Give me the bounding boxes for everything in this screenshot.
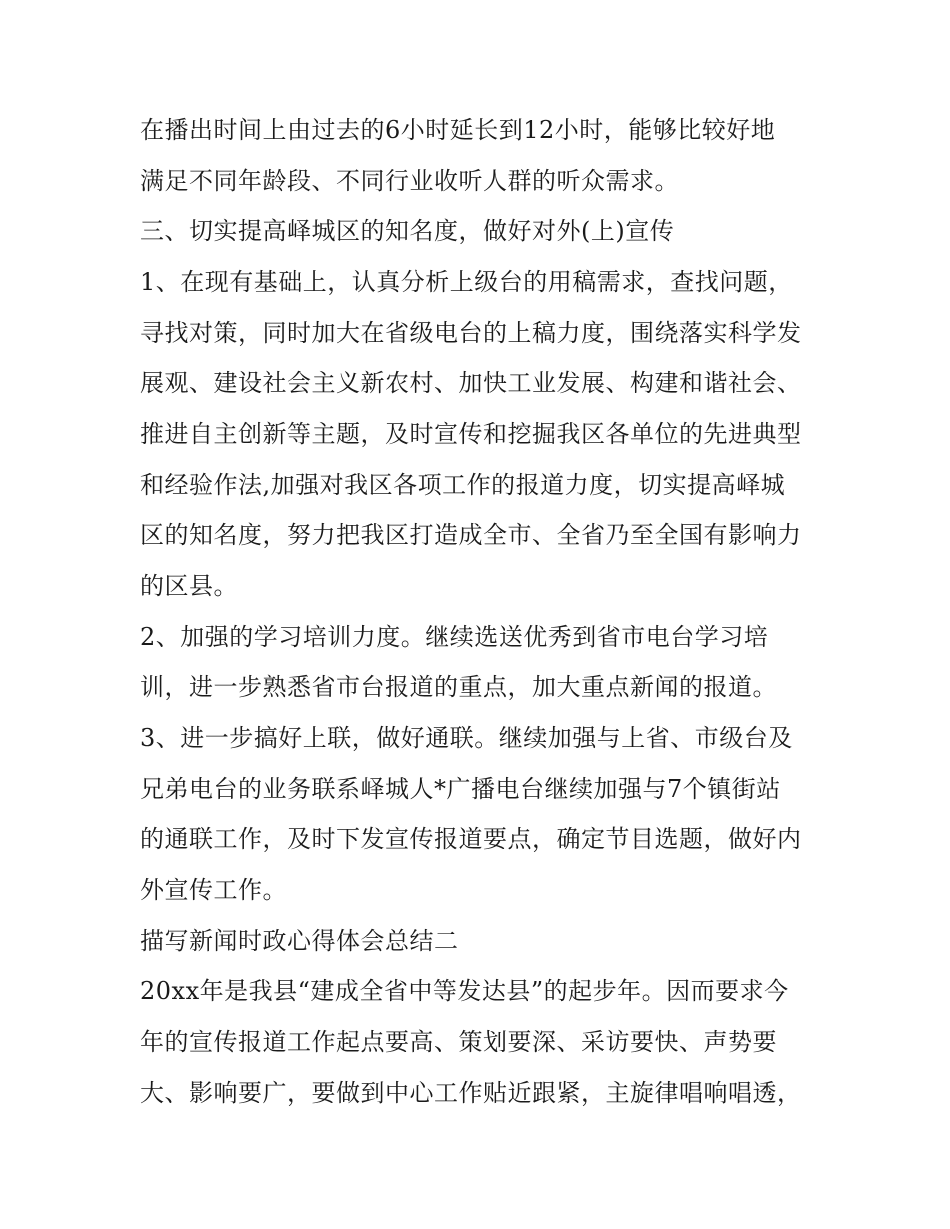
text-line: 在播出时间上由过去的6小时延长到12小时，能够比较好地 <box>140 116 776 144</box>
text-line: 区的知名度，努力把我区打造成全市、全省乃至全国有影响力 <box>140 521 802 549</box>
text-line: 的通联工作，及时下发宣传报道要点，确定节目选题，做好内 <box>140 825 802 853</box>
text-line: 寻找对策，同时加大在省级电台的上稿力度，围绕落实科学发 <box>140 319 802 347</box>
text-line: 和经验作法,加强对我区各项工作的报道力度，切实提高峄城 <box>140 471 786 499</box>
text-line: 2、加强的学习培训力度。继续选送优秀到省市电台学习培 <box>140 623 769 651</box>
text-line: 推进自主创新等主题，及时宣传和挖掘我区各单位的先进典型 <box>140 420 802 448</box>
document-subtitle: 描写新闻时政心得体会总结二 <box>140 927 459 955</box>
text-line: 外宣传工作。 <box>140 876 287 904</box>
text-line: 训，进一步熟悉省市台报道的重点，加大重点新闻的报道。 <box>140 673 777 701</box>
text-line: 展观、建设社会主义新农村、加快工业发展、构建和谐社会、 <box>140 369 802 397</box>
text-line: 3、进一步搞好上联，做好通联。继续加强与上省、市级台及 <box>140 724 793 752</box>
text-line: 兄弟电台的业务联系峄城人*广播电台继续加强与7个镇街站 <box>140 775 781 803</box>
text-line: 满足不同年龄段、不同行业收听人群的听众需求。 <box>140 167 679 195</box>
section-heading: 三、切实提高峄城区的知名度，做好对外(上)宣传 <box>140 217 675 245</box>
text-line: 年的宣传报道工作起点要高、策划要深、采访要快、声势要 <box>140 1028 777 1056</box>
text-line: 大、影响要广，要做到中心工作贴近跟紧，主旋律唱响唱透， <box>140 1079 802 1107</box>
text-line: 的区县。 <box>140 572 238 600</box>
text-line: 20xx年是我县“建成全省中等发达县”的起步年。因而要求今 <box>140 977 789 1005</box>
text-line: 1、在现有基础上，认真分析上级台的用稿需求，查找问题， <box>140 268 793 296</box>
